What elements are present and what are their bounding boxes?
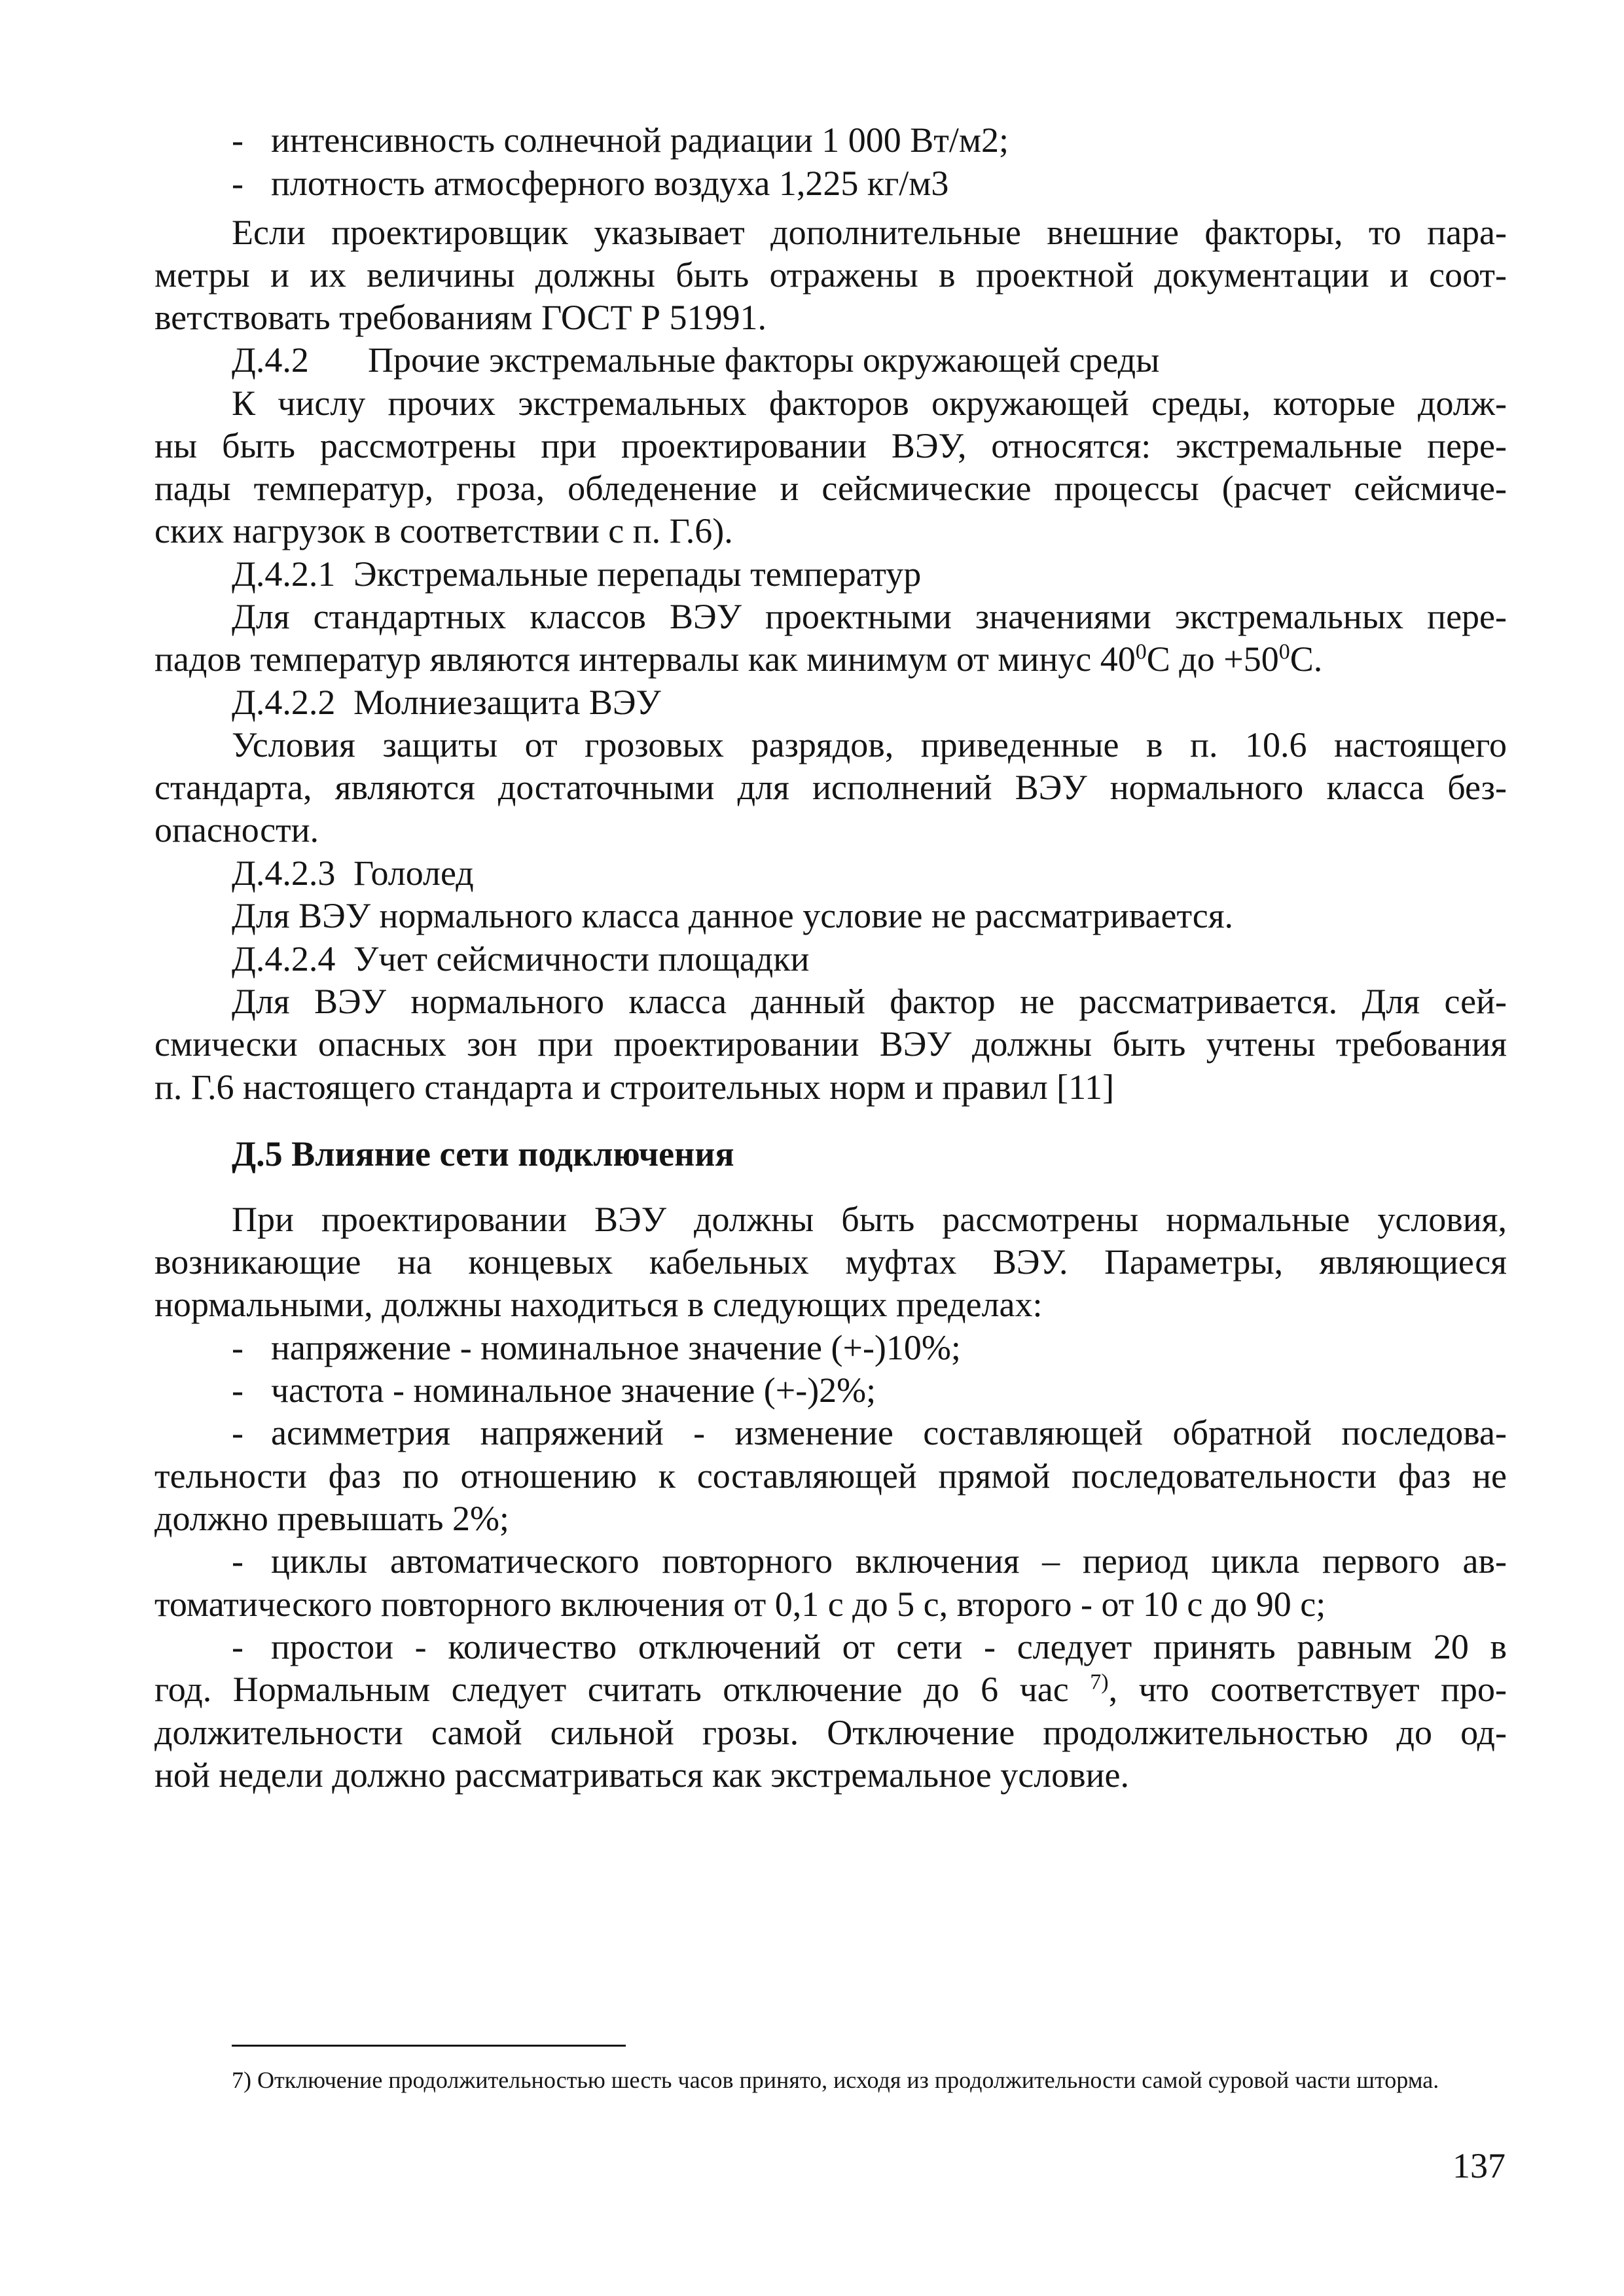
paragraph-line: Для стандартных классов ВЭУ проектными значениями экстремальных пере-: [232, 597, 1507, 636]
list-item: [0, 1369, 1624, 1412]
paragraph-line: метры и их величины должны быть отражены в проектной документации и соот-: [154, 255, 1507, 295]
list-item: [0, 1411, 1624, 1454]
paragraph-line: ских нагрузок в соответствии с п. Г.6).: [154, 511, 733, 550]
footnote: 7) Отключение продолжительностью шесть часов принято, исходя из продолжительности самой суровой части шторма.: [232, 2067, 1439, 2093]
degree-superscript: 0: [1278, 639, 1290, 664]
list-dash: -: [232, 164, 244, 203]
paragraph-line: Для ВЭУ нормального класса данный фактор не рассматривается. Для сей-: [232, 982, 1507, 1021]
paragraph-line: При проектировании ВЭУ должны быть рассмотрены нормальные условия,: [232, 1200, 1507, 1239]
list-item-continuation: год. Нормальным следует считать отключение до 6 час $^{7)}$, что соответствует про-: [154, 1670, 1507, 1709]
section-title: Учет сейсмичности площадки: [353, 939, 810, 978]
section-title: Молниезащита ВЭУ: [353, 683, 661, 722]
section-title: Прочие экстремальные факторы окружающей среды: [368, 340, 1160, 380]
section-heading-d42: [0, 338, 1624, 382]
list-dash: -: [232, 1627, 244, 1666]
list-item: [0, 162, 1624, 205]
list-item-continuation: ной недели должно рассматриваться как экстремальное условие.: [154, 1755, 1129, 1795]
paragraph-line: ны быть рассмотрены при проектировании ВЭУ, относятся: экстремальные пере-: [154, 426, 1507, 465]
paragraph-line: Если проектировщик указывает дополнительные внешние факторы, то пара-: [232, 213, 1507, 252]
section-heading-d424: [0, 937, 1624, 980]
paragraph-line: К числу прочих экстремальных факторов окружающей среды, которые долж-: [232, 384, 1507, 423]
list-item-text: напряжение - номинальное значение (+-)10%;: [271, 1328, 961, 1367]
list-item-text: интенсивность солнечной радиации 1 000 Вт/м2;: [271, 120, 1009, 160]
list-item-text: частота - номинальное значение (+-)2%;: [271, 1371, 876, 1410]
section-heading-d422: [0, 681, 1624, 724]
paragraph-line: опасности.: [154, 810, 319, 850]
paragraph-line: смически опасных зон при проектировании ВЭУ должны быть учтены требования: [154, 1024, 1507, 1064]
paragraph-line: пады температур, гроза, обледенение и сейсмические процессы (расчет сейсмиче-: [154, 469, 1507, 508]
list-item-text: простои - количество отключений от сети - следует принять равным 20 в: [271, 1627, 1507, 1666]
list-item: [0, 1625, 1624, 1668]
list-item: [0, 1326, 1624, 1369]
section-number: Д.4.2.2: [232, 683, 336, 722]
section-heading-d5: Д.5 Влияние сети подключения: [232, 1134, 734, 1174]
list-dash: -: [232, 1328, 244, 1367]
section-heading-d423: [0, 852, 1624, 895]
paragraph-line: ветствовать требованиям ГОСТ Р 51991.: [154, 298, 767, 337]
list-item-text: асимметрия напряжений - изменение составляющей обратной последова-: [271, 1413, 1507, 1452]
list-item-text: циклы автоматического повторного включения – период цикла первого ав-: [271, 1541, 1507, 1581]
section-title: Гололед: [353, 853, 474, 893]
list-item-continuation: тельности фаз по отношению к составляющей прямой последовательности фаз не: [154, 1456, 1507, 1496]
section-number: Д.4.2: [232, 340, 309, 380]
paragraph-line: Условия защиты от грозовых разрядов, приведенные в п. 10.6 настоящего: [232, 725, 1507, 764]
paragraph-line: возникающие на концевых кабельных муфтах ВЭУ. Параметры, являющиеся: [154, 1242, 1507, 1282]
page-number: 137: [1453, 2146, 1506, 2185]
list-dash: -: [232, 1413, 244, 1452]
section-title: Экстремальные перепады температур: [353, 554, 922, 594]
section-heading-d421: [0, 552, 1624, 596]
paragraph-line: стандарта, являются достаточными для исполнений ВЭУ нормального класса без-: [154, 768, 1507, 807]
list-item-continuation: должно превышать 2%;: [154, 1499, 509, 1538]
degree-superscript: 0: [1135, 639, 1147, 664]
footnote-marker: 7): [1090, 1670, 1109, 1695]
list-item: [0, 1539, 1624, 1583]
list-item-continuation: должительности самой сильной грозы. Отключение продолжительностью до од-: [154, 1713, 1507, 1752]
list-dash: -: [232, 1541, 244, 1581]
paragraph-line: Для ВЭУ нормального класса данное условие не рассматривается.: [232, 896, 1234, 935]
list-item: [0, 118, 1624, 162]
list-dash: -: [232, 1371, 244, 1410]
list-item-continuation: томатического повторного включения от 0,1 с до 5 с, второго - от 10 с до 90 с;: [154, 1585, 1326, 1624]
paragraph-line: падов температур являются интервалы как минимум от минус $40^0С$ до $+50^0С$.: [154, 639, 1323, 679]
section-number: Д.4.2.1: [232, 554, 336, 594]
list-item-text: плотность атмосферного воздуха 1,225 кг/м3: [271, 164, 949, 203]
section-number: Д.4.2.4: [232, 939, 336, 978]
footnote-separator: [232, 2045, 626, 2047]
paragraph-line: нормальными, должны находиться в следующих пределах:: [154, 1285, 1043, 1324]
section-number: Д.4.2.3: [232, 853, 336, 893]
list-dash: -: [232, 120, 244, 160]
paragraph-line: п. Г.6 настоящего стандарта и строительных норм и правил [11]: [154, 1067, 1115, 1107]
